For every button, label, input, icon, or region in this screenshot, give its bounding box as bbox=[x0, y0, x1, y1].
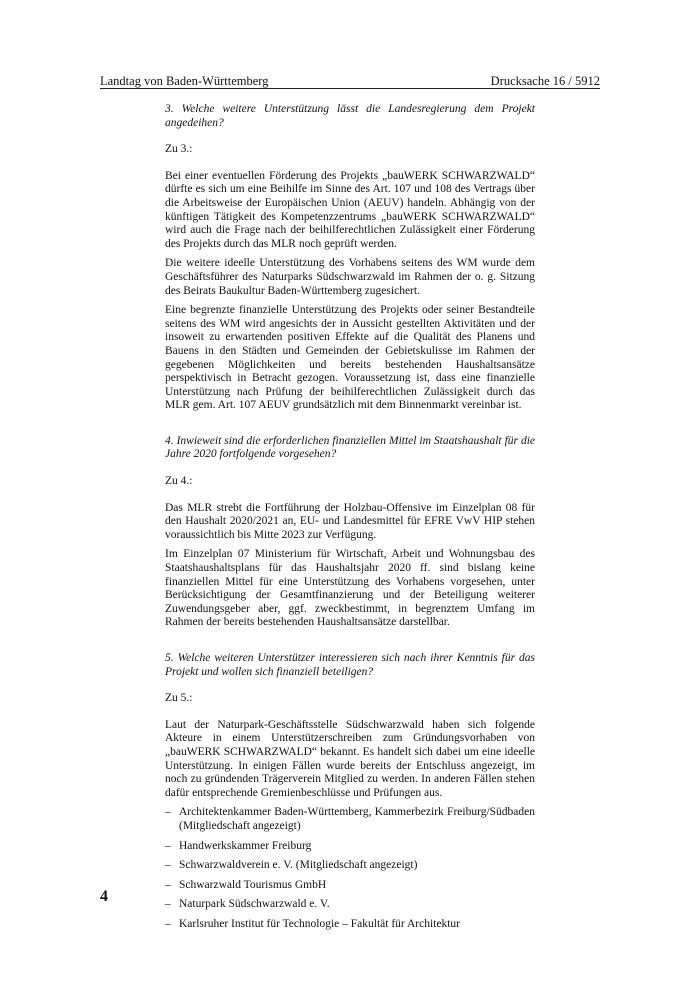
header-rule bbox=[100, 88, 600, 89]
list-item: – Handwerkskammer Freiburg bbox=[165, 839, 312, 852]
answer-head-5: Zu 5.: bbox=[165, 692, 193, 705]
question-5: 5. Welche weiteren Unterstützer interessieren sich nach ihrer Kenntnis für das Projekt und wollen sich finanziell beteiligen? bbox=[165, 652, 535, 678]
list-item: – Naturpark Südschwarzwald e. V. bbox=[165, 898, 330, 911]
header-left: Landtag von Baden-Württemberg bbox=[100, 74, 269, 88]
supporter-list bbox=[165, 806, 535, 931]
page-number: 4 bbox=[100, 888, 108, 905]
paragraph: Im Einzelplan 07 Ministerium für Wirtschaft, Arbeit und Wohnungsbau des Staatshaushaltsplans für das Haushaltsjahr 2020 ff. sind bislang keine finanziellen Mittel für eine Unterstützung des Vorhabens vorgesehen, unter Berücksichtigung der Gesamtfinanzierung und der Beteiligung weiterer Zuwendungsgeber aber, ggf. zweckbestimmt, in begrenztem Umfang im Rahmen der bereits bestehenden Haushaltsansätze darstellbar. bbox=[165, 548, 535, 629]
section-3 bbox=[165, 103, 535, 413]
question-3: 3. Welche weitere Unterstützung lässt die Landesregierung dem Projekt angedeihen? bbox=[165, 103, 535, 129]
list-item: – Schwarzwald Tourismus GmbH bbox=[165, 878, 327, 891]
list-item: – Karlsruher Institut für Technologie – Fakultät für Architektur bbox=[165, 917, 460, 930]
paragraph: Das MLR strebt die Fortführung der Holzbau-Offensive im Einzelplan 08 für den Haushalt 2020/2021 an, EU- und Landesmittel für EFRE VwV HIP stehen voraussichtlich bis Mitte 2023 zur Verfügung. bbox=[165, 501, 535, 541]
paragraph: Laut der Naturpark-Geschäftsstelle Südschwarzwald haben sich folgende Akteure in einem Unterstützerschreiben zum Gründungsvorhaben von „bauWERK SCHWARZWALD“ bekannt. Es handelt sich dabei um eine ideelle Unterstützung. In einigen Fällen wurde bereits der Entschluss angezeigt, im noch zu gründenden Trägerverein Mitglied zu werden. In anderen Fällen stehen dafür entsprechende Gremienbeschlüsse und Prüfungen aus. bbox=[165, 718, 535, 799]
list-item: – Architektenkammer Baden-Württemberg, Kammerbezirk Freiburg/Südbaden (Mitgliedschaft angezeigt) bbox=[165, 806, 535, 832]
answer-head-3: Zu 3.: bbox=[165, 143, 193, 156]
paragraph: Eine begrenzte finanzielle Unterstützung des Projekts oder seiner Bestandteile seitens des WM wird angesichts der in Aussicht gestellten Aktivitäten und der insoweit zu erwartenden positiven Effekte auf die Qualität des Planens und Bauens in den Städten und Gemeinden der Gebietskulisse im Rahmen der gegebenen Möglichkeiten und bereits bestehenden Haushaltsansätze perspektivisch in Betracht gezogen. Voraussetzung ist, dass eine finanzielle Unterstützung nach Prüfung der beihilferechtlichen Zulässigkeit durch das MLR gem. Art. 107 AEUV grundsätzlich mit dem Binnenmarkt vereinbar ist. bbox=[165, 304, 535, 412]
paragraph: Die weitere ideelle Unterstützung des Vorhabens seitens des WM wurde dem Geschäftsführer des Naturparks Südschwarzwald im Rahmen der o. g. Sitzung des Beirats Baukultur Baden-Württemberg zugesichert. bbox=[165, 257, 535, 297]
section-5 bbox=[165, 652, 535, 932]
answer-head-4: Zu 4.: bbox=[165, 475, 193, 488]
page-header bbox=[100, 70, 600, 88]
header-right: Drucksache 16 / 5912 bbox=[490, 74, 600, 88]
page-content bbox=[165, 103, 535, 938]
list-item: – Schwarzwaldverein e. V. (Mitgliedschaft angezeigt) bbox=[165, 859, 418, 872]
section-4 bbox=[165, 435, 535, 630]
paragraph: Bei einer eventuellen Förderung des Projekts „bauWERK SCHWARZWALD“ dürfte es sich um eine Beihilfe im Sinne des Art. 107 und 108 des Vertrags über die Arbeitsweise der Europäischen Union (AEUV) handeln. Abhängig von der künftigen Tätigkeit des Kompetenzzentrums „bauWERK SCHWARZWALD“ wird auch die Frage nach der beihilferechtlichen Zulässigkeit einer Förderung des Projekts durch das MLR noch geprüft werden. bbox=[165, 169, 535, 250]
question-4: 4. Inwieweit sind die erforderlichen finanziellen Mittel im Staatshaushalt für die Jahre 2020 fortfolgende vorgesehen? bbox=[165, 434, 535, 461]
